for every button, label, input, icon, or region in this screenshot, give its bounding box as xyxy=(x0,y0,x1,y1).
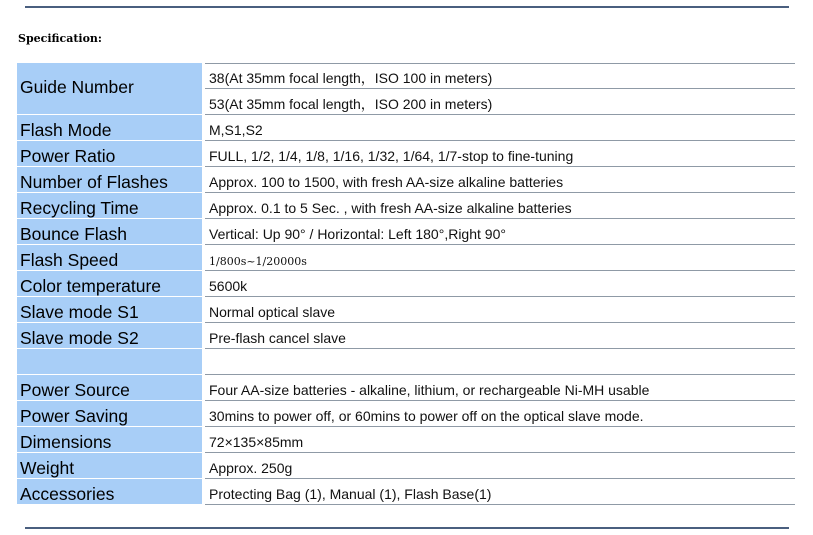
spec-value: 5600k xyxy=(205,271,795,297)
spec-label: Color temperature xyxy=(17,271,202,297)
spec-value: FULL, 1/2, 1/4, 1/8, 1/16, 1/32, 1/64, 1/7-stop to fine-tuning xyxy=(205,141,795,167)
spec-values xyxy=(202,271,795,297)
spec-label: Power Ratio xyxy=(17,141,202,167)
spec-values xyxy=(202,141,795,167)
section-heading: Specification: xyxy=(18,32,102,45)
bottom-divider xyxy=(25,527,789,529)
spec-table xyxy=(17,63,795,505)
spec-value: Protecting Bag (1), Manual (1), Flash Base(1) xyxy=(205,479,795,505)
spec-value: 72×135×85mm xyxy=(205,427,795,453)
spec-values xyxy=(202,245,795,271)
spec-values xyxy=(202,63,795,115)
spec-values xyxy=(202,479,795,505)
spec-value: 30mins to power off, or 60mins to power off on the optical slave mode. xyxy=(205,401,795,427)
spec-label: Number of Flashes xyxy=(17,167,202,193)
spec-label: Power Source xyxy=(17,375,202,401)
spec-value: Approx. 100 to 1500, with fresh AA-size alkaline batteries xyxy=(205,167,795,193)
spec-values xyxy=(202,349,795,375)
spec-value: Approx. 0.1 to 5 Sec. , with fresh AA-size alkaline batteries xyxy=(205,193,795,219)
spec-values xyxy=(202,115,795,141)
spec-values xyxy=(202,427,795,453)
spec-label: Power Saving xyxy=(17,401,202,427)
spec-label: Bounce Flash xyxy=(17,219,202,245)
spec-values xyxy=(202,323,795,349)
spec-value: Vertical: Up 90° / Horizontal: Left 180°,Right 90° xyxy=(205,219,795,245)
spec-label: Guide Number xyxy=(17,63,202,115)
spec-value: 53(At 35mm focal length，ISO 200 in meters) xyxy=(205,89,795,115)
spec-value: M,S1,S2 xyxy=(205,115,795,141)
spec-values xyxy=(202,453,795,479)
spec-value: Approx. 250g xyxy=(205,453,795,479)
spec-value: Pre-flash cancel slave xyxy=(205,323,795,349)
spec-value: Normal optical slave xyxy=(205,297,795,323)
spec-label: Weight xyxy=(17,453,202,479)
spec-values xyxy=(202,193,795,219)
spec-value: Four AA-size batteries - alkaline, lithium, or rechargeable Ni-MH usable xyxy=(205,375,795,401)
spec-label: Accessories xyxy=(17,479,202,505)
spec-value: 1/800s~1/20000s xyxy=(205,245,795,271)
spec-label: Dimensions xyxy=(17,427,202,453)
spec-label: Recycling Time xyxy=(17,193,202,219)
spec-label: Slave mode S1 xyxy=(17,297,202,323)
spec-label: Flash Mode xyxy=(17,115,202,141)
spec-label: Flash Speed xyxy=(17,245,202,271)
top-divider xyxy=(25,6,789,8)
spec-label xyxy=(17,349,202,375)
spec-values xyxy=(202,297,795,323)
spec-values xyxy=(202,167,795,193)
spec-value xyxy=(205,349,795,375)
spec-value: 38(At 35mm focal length，ISO 100 in meters) xyxy=(205,63,795,89)
spec-label: Slave mode S2 xyxy=(17,323,202,349)
spec-values xyxy=(202,219,795,245)
spec-values xyxy=(202,401,795,427)
spec-values xyxy=(202,375,795,401)
